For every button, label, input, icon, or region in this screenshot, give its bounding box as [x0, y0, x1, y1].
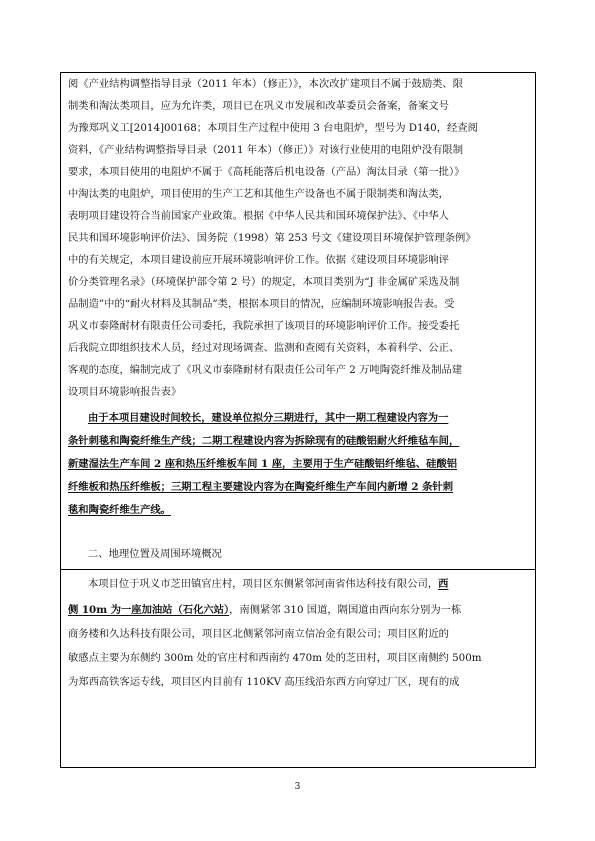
paragraph1-line: 后我院立即组织技术人员，经过对现场调查、监测和查阅有关资料，本着科学、公正、	[68, 342, 460, 354]
phase-description-line: 新建湿法生产车间 2 座和热压纤维板车间 1 座，主要用于生产硅酸铝纤维毡、硅酸铝	[68, 458, 458, 470]
paragraph1-line: 为豫郑巩义工[2014]00168；本项目生产过程中使用 3 台电阻炉，型号为 D140，经查阅	[68, 122, 478, 134]
paragraph1-line: 阅《产业结构调整指导目录（2011 年本）（修正）》，本次改扩建项目不属于鼓励类、限	[68, 78, 464, 90]
paragraph1-line: 表明项目建设符合当前国家产业政策。根据《中华人民共和国环境保护法》、《中华人	[68, 210, 449, 222]
phase-description-line: 条针刺毯和陶瓷纤维生产线；二期工程建设内容为拆除现有的硅酸铝耐火纤维毡车间，	[68, 435, 460, 447]
paragraph1-line: 资料，《产业结构调整指导目录（2011 年本）（修正）》对该行业使用的电阻炉没有限制	[68, 144, 464, 156]
phase-description-line: 由于本项目建设时间较长，建设单位拟分三期进行，其中一期工程建设内容为一	[88, 412, 449, 424]
section-heading: 二、地理位置及周围环境概况	[88, 548, 222, 560]
paragraph1-line: 中淘汰类的电阻炉，项目使用的生产工艺和其他生产设备也不属于限制类和淘汰类，	[68, 188, 449, 200]
paragraph1-line: 要求，本项目使用的电阻炉不属于《高耗能落后机电设备（产品）淘汰目录（第一批）》	[68, 166, 465, 178]
section-divider	[61, 569, 535, 570]
location-line	[88, 574, 527, 594]
location-line: 为郑西高铁客运专线，项目区内目前有 110KV 高压线沿东西方向穿过厂区，现有的成	[68, 676, 460, 688]
paragraph1-line: 品制造”中的“耐火材料及其制品”类，根据本项目的情况，应编制环境影响报告表。受	[68, 298, 455, 310]
location-line: 商务楼和久达科技有限公司，项目区北侧紧邻河南立信冶金有限公司；项目区附近的	[68, 628, 449, 640]
location-text: ，南侧紧邻 310 国道，隔国道由西向东分别为一栋	[229, 604, 462, 616]
paragraph1-line: 设项目环境影响报告表》	[68, 386, 182, 398]
phase-description-line: 纤维板和热压纤维板；三期工程主要建设内容为在陶瓷纤维生产车间内新增 2 条针刺	[68, 481, 454, 493]
paragraph1-line: 客观的态度，编制完成了《巩义市泰隆耐材有限责任公司年产 2 万吨陶瓷纤维及制品建	[68, 364, 463, 376]
paragraph1-line: 价分类管理名录》（环境保护部令第 2 号）的规定，本项目类别为“J 非金属矿采选及制	[68, 276, 460, 288]
paragraph1-line: 制类和淘汰类项目，应为允许类，项目已在巩义市发展和改革委员会备案，备案文号	[68, 100, 449, 112]
paragraph1-line: 民共和国环境影响评价法》、国务院（1998）第 253 号文《建设项目环境保护管理条例》	[68, 232, 476, 244]
location-line	[68, 600, 527, 620]
location-emphasis: 侧 10m 为一座加油站（石化六站）	[68, 604, 230, 616]
paragraph1-line: 巩义市泰隆耐材有限责任公司委托，我院承担了该项目的环境影响评价工作。接受委托	[68, 320, 460, 332]
location-emphasis: 西	[438, 578, 449, 590]
location-text: 本项目位于巩义市芝田镇官庄村，项目区东侧紧邻河南省伟达科技有限公司，	[88, 578, 439, 590]
page-number: 3	[294, 782, 301, 792]
location-line: 敏感点主要为东侧约 300m 处的官庄村和西南约 470m 处的芝田村，项目区南侧约 500m	[68, 652, 482, 664]
paragraph1-line: 中的有关规定，本项目建设前应开展环境影响评价工作。依据《建设项目环境影响评	[68, 254, 449, 266]
phase-description-line: 毯和陶瓷纤维生产线。	[68, 504, 171, 516]
